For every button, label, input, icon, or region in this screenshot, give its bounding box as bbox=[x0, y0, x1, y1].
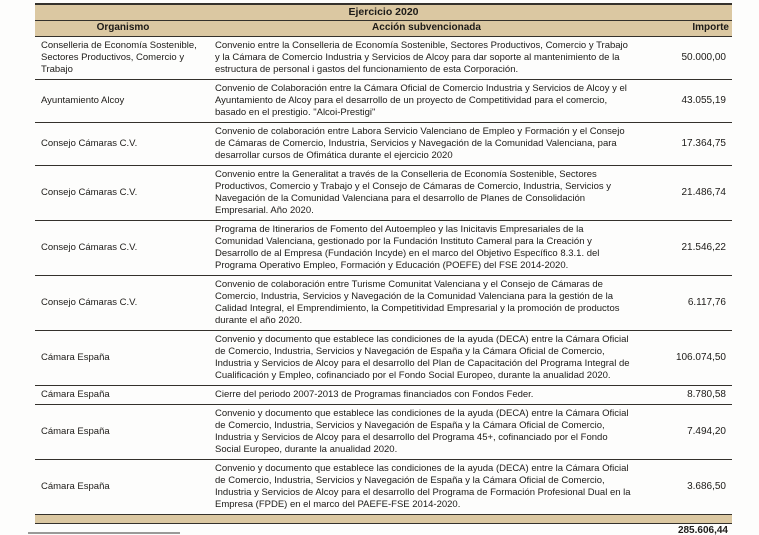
accion-cell: Convenio y documento que establece las condiciones de la ayuda (DECA) entre la Cámara Oficial de Comercio, Industria, Servicios y Navegación de España y la Cámara Oficial de Comercio, Industria y Servicios de Alcoy para el desarrollo del Programa de Formación Profesional Dual en la Empresa (FPDE) en el marco del PAEFE-FSE 2014-2020. bbox=[215, 463, 631, 510]
accion-cell: Convenio y documento que establece las condiciones de la ayuda (DECA) entre la Cámara Oficial de Comercio, Industria, Servicios y Navegación de España y la Cámara Oficial de Comercio, Industria y Servicios de Alcoy para el desarrollo del Plan de Capacitación del Programa Integral de Cualificación y Empleo, cofinanciado por el Fondo Social Europeo, durante la anualidad 2020. bbox=[215, 334, 630, 381]
table-row bbox=[35, 386, 732, 405]
table-row bbox=[35, 460, 732, 515]
document-page bbox=[35, 3, 732, 535]
importe-cell: 7.494,20 bbox=[687, 426, 726, 437]
accion-cell: Cierre del periodo 2007-2013 de Programas financiados con Fondos Feder. bbox=[215, 389, 534, 400]
column-header-accion: Acción subvencionada bbox=[211, 21, 642, 37]
importe-cell: 50.000,00 bbox=[681, 52, 726, 63]
accion-cell: Convenio entre la Generalitat a través de la Conselleria de Economía Sostenible, Sectores Productivos, Comercio y Trabajo y el Consejo de Cámaras de Comercio, Industria, Servicios y Navegación de la Comunidad Valenciana para el desarrollo de Planes de Consolidación Empresarial. Año 2020. bbox=[215, 169, 611, 216]
importe-cell: 106.074,50 bbox=[675, 352, 726, 363]
organismo-cell: Cámara España bbox=[41, 481, 110, 492]
table-row bbox=[35, 405, 732, 460]
table-row bbox=[35, 166, 732, 221]
importe-cell: 21.486,74 bbox=[681, 187, 726, 198]
table-row bbox=[35, 221, 732, 276]
table-title: Ejercicio 2020 bbox=[35, 4, 732, 21]
importe-cell: 21.546,22 bbox=[681, 242, 726, 253]
importe-cell: 8.780,58 bbox=[687, 389, 726, 400]
accion-cell: Convenio de Colaboración entre la Cámara Oficial de Comercio Industria y Servicios de Alcoy y el Ayuntamiento de Alcoy para el desarrollo de un proyecto de Competitividad para el comercio, basado en el prestigio. "Alcoi-Prestigi" bbox=[215, 83, 627, 118]
organismo-cell: Consejo Cámaras C.V. bbox=[41, 187, 138, 198]
importe-cell: 3.686,50 bbox=[687, 481, 726, 492]
page-artifact-line bbox=[28, 532, 180, 534]
accion-cell: Convenio de colaboración entre Labora Servicio Valenciano de Empleo y Formación y el Consejo de Cámaras de Comercio, Industria, Servicios y Navegación de la Comunidad Valenciana, para desarrollar cursos de Ofimática durante el ejercicio 2020 bbox=[215, 126, 625, 161]
accion-cell: Programa de Itinerarios de Fomento del Autoempleo y las Inicitavis Empresariales de la Comunidad Valenciana, gestionado por la Fundación Instituto Cameral para la Creación y Desarrollo de al Empresa (Fundación Incyde) en el marco del Objetivo Específico 8.3.1. del Programa Operativo Empleo, Formación y Educación (POEFE) del FSE 2014-2020. bbox=[215, 224, 600, 271]
spacer-band bbox=[35, 515, 732, 524]
importe-cell: 6.117,76 bbox=[687, 297, 726, 308]
organismo-cell: Cámara España bbox=[41, 389, 110, 400]
table-header-row bbox=[35, 21, 732, 37]
organismo-cell: Conselleria de Economía Sostenible, Sectores Productivos, Comercio y Trabajo bbox=[41, 40, 197, 75]
table-row bbox=[35, 80, 732, 123]
column-header-importe: Importe bbox=[642, 21, 732, 37]
spacer-row bbox=[35, 515, 732, 524]
organismo-cell: Consejo Cámaras C.V. bbox=[41, 138, 138, 149]
total-amount: 285.606,44 bbox=[677, 525, 728, 535]
table-row bbox=[35, 123, 732, 166]
organismo-cell: Consejo Cámaras C.V. bbox=[41, 242, 138, 253]
accion-cell: Convenio entre la Conselleria de Economía Sostenible, Sectores Productivos, Comercio y Trabajo y la Cámara de Comercio Industria y Servicios de Alcoy para dar soporte al mantenimiento de la estructura de personal i gastos del funcionamiento de esta Corporación. bbox=[215, 40, 628, 75]
table-title-row bbox=[35, 4, 732, 21]
subsidies-table bbox=[35, 3, 732, 535]
accion-cell: Convenio de colaboración entre Turisme Comunitat Valenciana y el Consejo de Cámaras de Comercio, Industria, Servicios y Navegación de la Comunidad Valenciana para la gestión de la Calidad Integral, el Emprendimiento, la Competitividad Empresarial y la promoción de productos durante el año 2020. bbox=[215, 279, 620, 326]
importe-cell: 43.055,19 bbox=[681, 95, 726, 106]
table-row bbox=[35, 331, 732, 386]
table-row bbox=[35, 276, 732, 331]
accion-cell: Convenio y documento que establece las condiciones de la ayuda (DECA) entre la Cámara Oficial de Comercio, Industria, Servicios y Navegación de España y la Cámara Oficial de Comercio, Industria y Servicios de Alcoy para el desarrollo del Programa 45+, cofinanciado por el Fondo Social Europeo, durante la anualidad 2020. bbox=[215, 408, 629, 455]
organismo-cell: Cámara España bbox=[41, 352, 110, 363]
organismo-cell: Consejo Cámaras C.V. bbox=[41, 297, 138, 308]
organismo-cell: Ayuntamiento Alcoy bbox=[41, 95, 125, 106]
table-row bbox=[35, 37, 732, 80]
organismo-cell: Cámara España bbox=[41, 426, 110, 437]
importe-cell: 17.364,75 bbox=[681, 138, 726, 149]
column-header-organismo: Organismo bbox=[35, 21, 211, 37]
